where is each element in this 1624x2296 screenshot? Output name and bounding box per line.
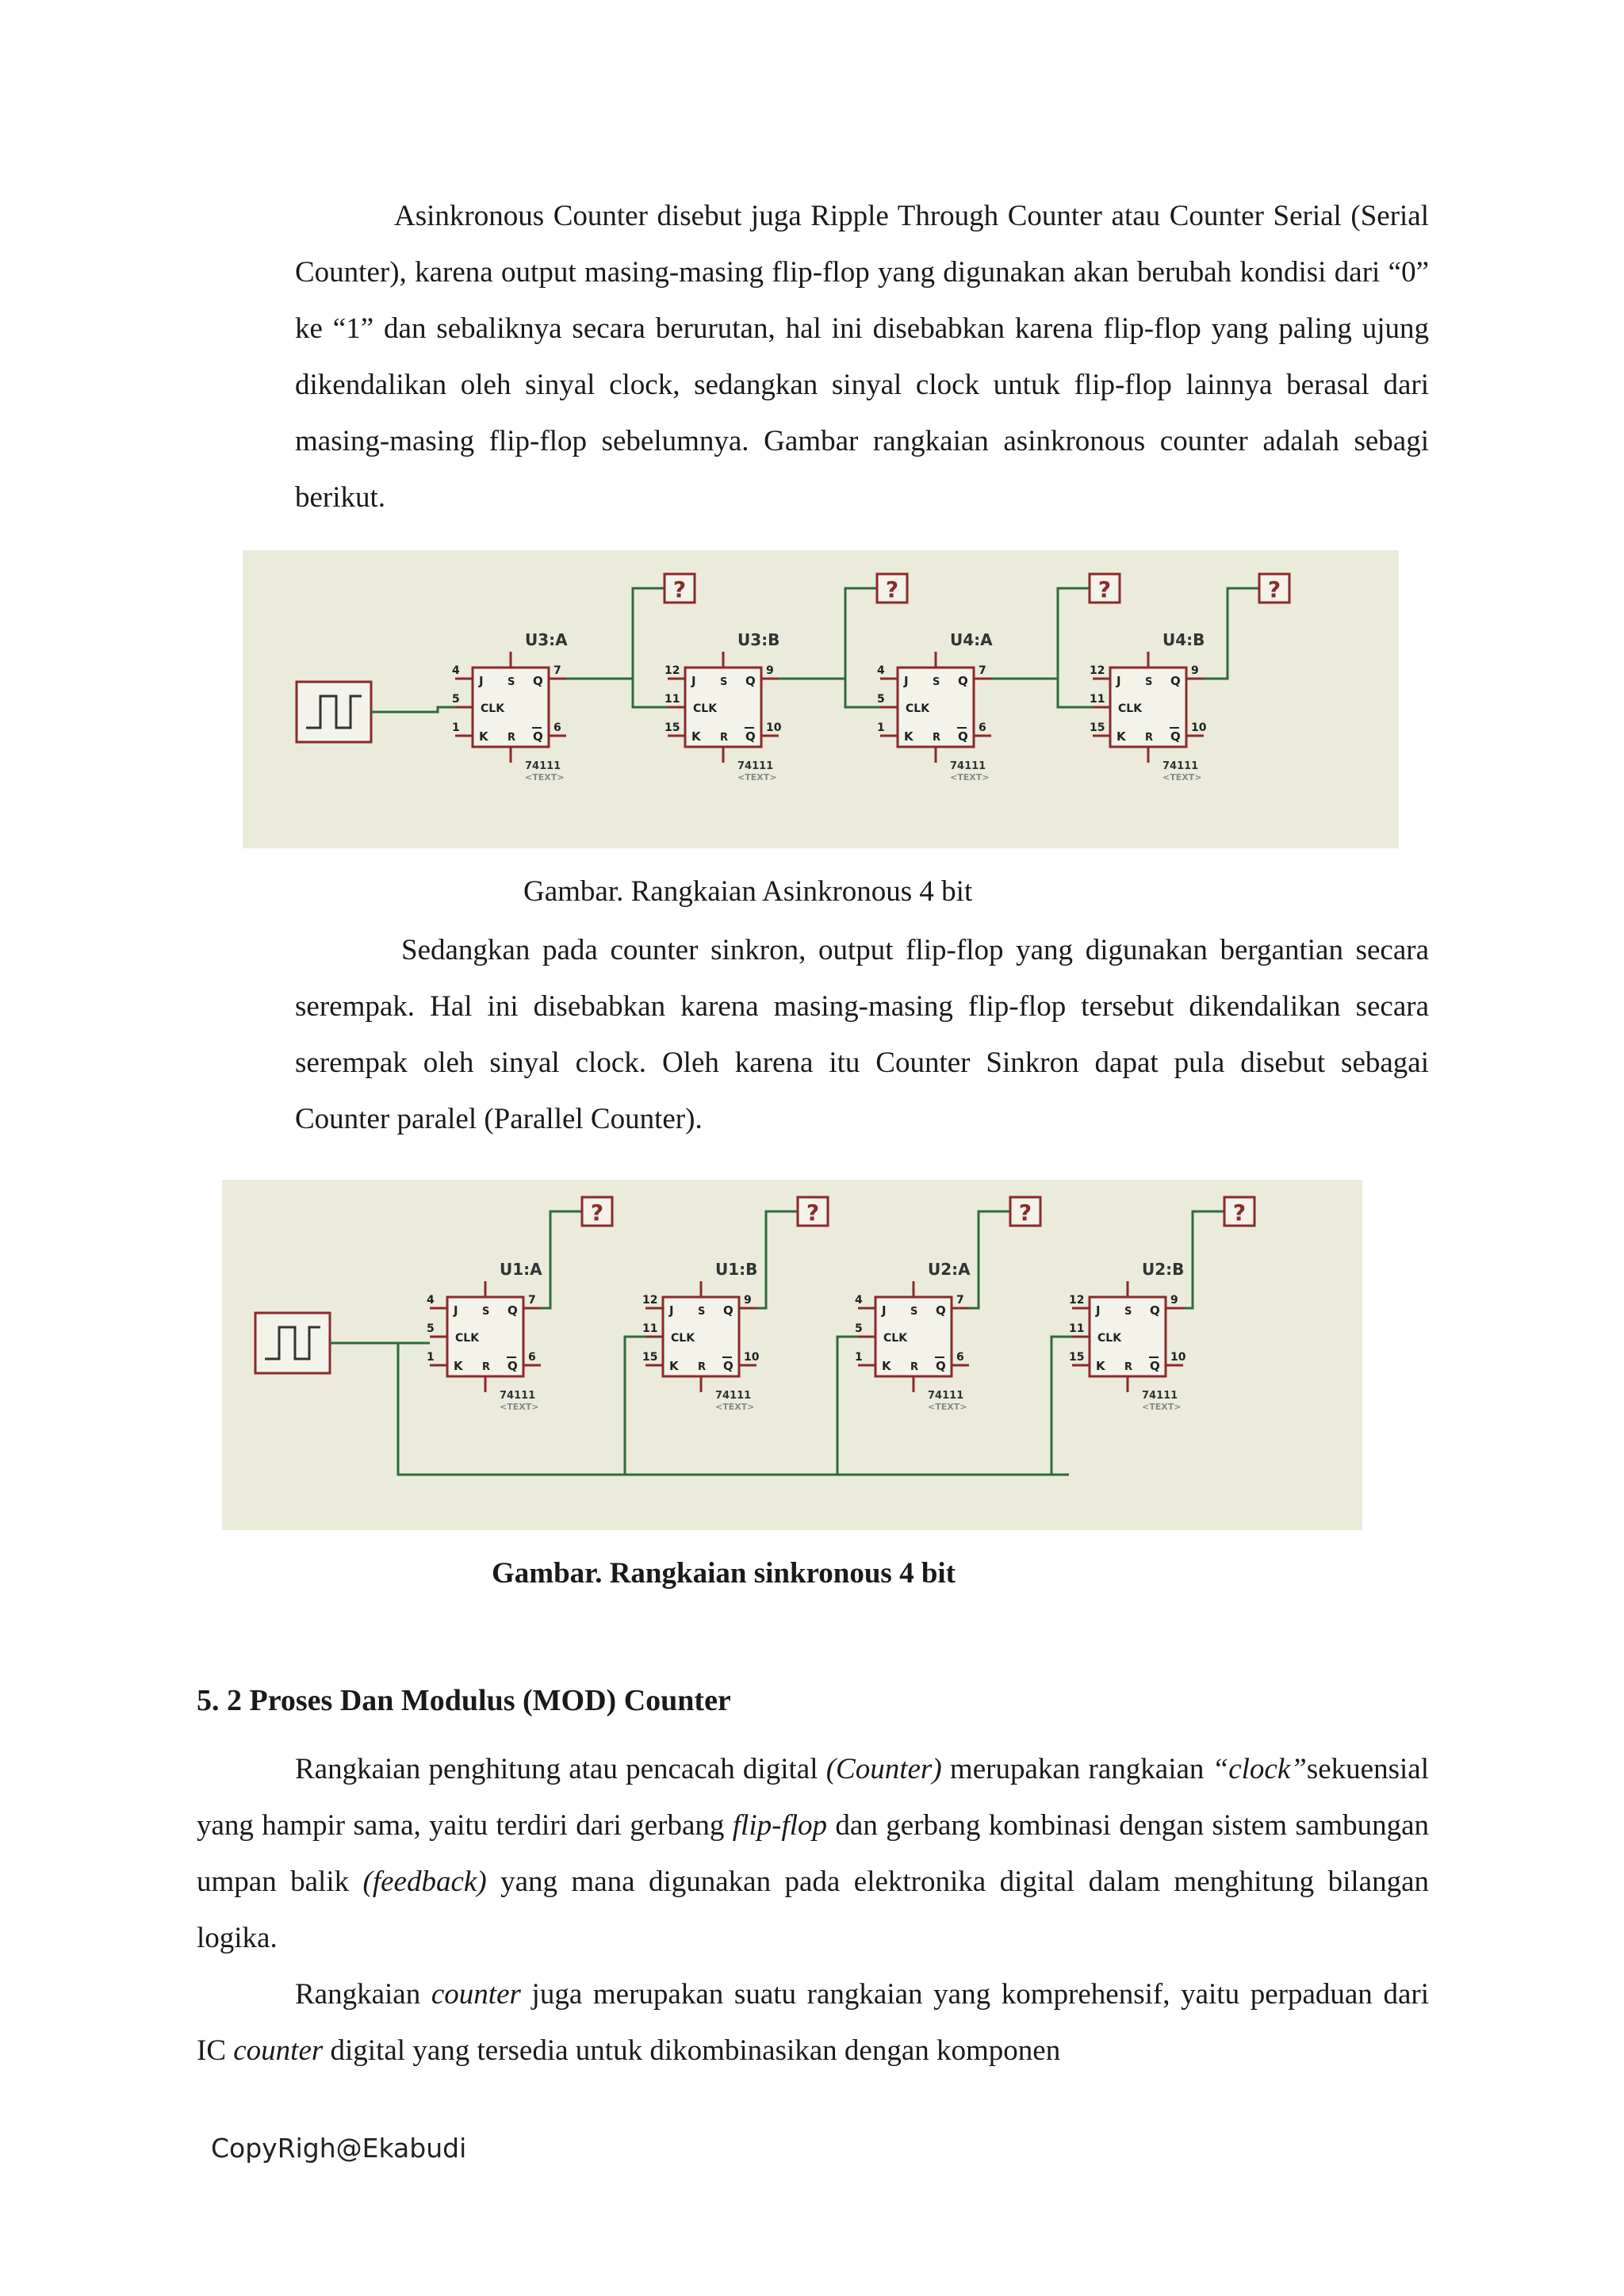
probe-question-mark: ?	[1097, 576, 1112, 603]
pin-number: 4	[855, 1294, 863, 1307]
wire	[566, 588, 665, 679]
flipflop-label-q: Q	[936, 1303, 946, 1318]
pin-number: 11	[1090, 693, 1105, 706]
flipflop-part-number: 74111	[1162, 760, 1199, 772]
paragraph-async-intro: Asinkronous Counter disebut juga Ripple Through Counter atau Counter Serial (Serial Counter), karena output masing-masing flip-flop yang digunakan akan berubah kondisi dari “0” ke “1” dan sebaliknya secara berurutan, hal ini disebabkan karena flip-flop yang paling ujung dikendalikan oleh sinyal clock, sedangkan sinyal clock untuk flip-flop lainnya berasal dari masing-masing flip-flop sebelumnya. Gambar rangkaian asinkronous counter adalah sebagi berikut.	[295, 200, 1429, 514]
flipflop-label-j: J	[479, 674, 484, 688]
flipflop-label-r: R	[508, 732, 516, 744]
pin-number: 9	[744, 1294, 752, 1307]
pin-number: 11	[642, 1322, 658, 1335]
caption-sync: Gambar. Rangkaian sinkronous 4 bit	[492, 1557, 956, 1590]
flipflop-label-clk: CLK	[1097, 1332, 1122, 1345]
flipflop-label-qn: Q	[533, 729, 543, 744]
flipflop-text-placeholder: <TEXT>	[1162, 772, 1202, 783]
flipflop-label-clk: CLK	[883, 1332, 908, 1345]
flipflop-label-s: S	[720, 676, 728, 688]
flipflop-label-q: Q	[533, 674, 543, 688]
flipflop-label-s: S	[698, 1306, 706, 1318]
pin-number: 5	[452, 693, 460, 706]
flipflop-label-k: K	[904, 729, 914, 744]
flipflop-label-clk: CLK	[906, 702, 930, 715]
wire	[779, 588, 877, 679]
pin-number: 10	[1170, 1351, 1186, 1364]
flipflop-reference: U4:A	[950, 630, 993, 649]
footer-copyright: CopyRigh@Ekabudi	[211, 2133, 467, 2164]
flipflop-part-number: 74111	[737, 760, 774, 772]
probe-question-mark: ?	[806, 1200, 820, 1226]
paragraph-counter-circuit	[197, 1966, 1429, 2079]
flipflop-label-k: K	[882, 1359, 891, 1373]
flipflop-label-qn: Q	[1170, 729, 1181, 744]
wire	[969, 1211, 1010, 1308]
flipflop-reference: U2:A	[928, 1260, 971, 1279]
flipflop-label-clk: CLK	[693, 702, 718, 715]
pin-number: 10	[766, 721, 782, 734]
flipflop-text-placeholder: <TEXT>	[715, 1402, 755, 1412]
flipflop-label-k: K	[454, 1359, 463, 1373]
flipflop-reference: U3:B	[737, 630, 780, 649]
flipflop-text-placeholder: <TEXT>	[525, 772, 565, 783]
pin-number: 1	[427, 1351, 435, 1364]
flipflop-part-number: 74111	[525, 760, 561, 772]
flipflop-label-j: J	[1096, 1303, 1101, 1318]
flipflop-label-j: J	[1116, 674, 1121, 688]
pin-number: 6	[956, 1351, 964, 1364]
wire	[845, 679, 880, 707]
text-run-italic: (Counter)	[825, 1753, 942, 1785]
pin-number: 12	[1069, 1294, 1085, 1307]
flipflop-label-clk: CLK	[455, 1332, 480, 1345]
flipflop-reference: U1:A	[500, 1260, 542, 1279]
pin-number: 4	[452, 664, 460, 677]
flipflop-label-q: Q	[745, 674, 756, 688]
flipflop-label-s: S	[482, 1306, 490, 1318]
text-run-italic: counter	[431, 1978, 521, 2011]
flipflop-label-s: S	[508, 676, 515, 688]
pin-number: 7	[979, 664, 986, 677]
pin-number: 9	[1170, 1294, 1178, 1307]
text-run: Rangkaian penghitung atau pencacah digital	[295, 1753, 826, 1785]
text-run: Rangkaian	[295, 1978, 431, 2011]
flipflop-label-j: J	[882, 1303, 887, 1318]
flipflop-label-r: R	[910, 1361, 919, 1373]
pin-number: 4	[877, 664, 885, 677]
section-heading: 5. 2 Proses Dan Modulus (MOD) Counter	[197, 1684, 731, 1717]
pin-number: 15	[1090, 721, 1105, 734]
text-run-italic: counter	[233, 2034, 324, 2067]
flipflop-label-s: S	[910, 1306, 918, 1318]
wire	[756, 1211, 798, 1308]
flipflop-text-placeholder: <TEXT>	[500, 1402, 539, 1412]
flipflop-label-r: R	[698, 1361, 707, 1373]
flipflop-part-number: 74111	[1142, 1390, 1178, 1402]
pin-number: 5	[427, 1322, 435, 1335]
paragraph-counter-definition	[197, 1741, 1429, 1966]
flipflop-label-s: S	[1145, 676, 1153, 688]
text-run: dan gerbang kombinasi dengan sistem sambungan umpan balik	[197, 1809, 1430, 1898]
paragraph-sync-intro: Sedangkan pada counter sinkron, output flip-flop yang digunakan bergantian secara serempak. Hal ini disebabkan karena masing-masing flip-flop tersebut dikendalikan secara serempak oleh sinyal clock. Oleh karena itu Counter Sinkron dapat pula disebut sebagai Counter paralel (Parallel Counter).	[295, 934, 1429, 1135]
pin-number: 15	[642, 1351, 658, 1364]
probe-question-mark: ?	[885, 576, 899, 603]
pin-number: 10	[744, 1351, 760, 1364]
flipflop-label-k: K	[669, 1359, 679, 1373]
flipflop-label-q: Q	[1150, 1303, 1160, 1318]
wire	[1183, 1211, 1224, 1308]
flipflop-label-q: Q	[958, 674, 968, 688]
text-run-italic: (feedback)	[362, 1866, 487, 1898]
wire	[1204, 588, 1259, 679]
flipflop-text-placeholder: <TEXT>	[737, 772, 777, 783]
wire	[991, 588, 1090, 679]
flipflop-label-r: R	[933, 732, 941, 744]
flipflop-label-r: R	[482, 1361, 491, 1373]
text-run: sekuensial yang hampir sama, yaitu terdiri dari gerbang	[197, 1753, 1429, 1842]
wire	[371, 707, 455, 712]
flipflop-label-qn: Q	[1150, 1359, 1160, 1373]
probe-question-mark: ?	[1232, 1200, 1247, 1226]
flipflop-label-j: J	[669, 1303, 674, 1318]
pin-number: 6	[979, 721, 986, 734]
pin-number: 12	[1090, 664, 1105, 677]
flipflop-label-q: Q	[508, 1303, 518, 1318]
flipflop-label-j: J	[691, 674, 696, 688]
flipflop-part-number: 74111	[715, 1390, 752, 1402]
flipflop-label-j: J	[904, 674, 909, 688]
pin-number: 5	[855, 1322, 863, 1335]
flipflop-label-j: J	[454, 1303, 458, 1318]
flipflop-label-s: S	[1124, 1306, 1132, 1318]
pin-number: 11	[665, 693, 680, 706]
probe-question-mark: ?	[1267, 576, 1281, 603]
flipflop-label-qn: Q	[723, 1359, 733, 1373]
flipflop-part-number: 74111	[928, 1390, 964, 1402]
pin-number: 6	[528, 1351, 536, 1364]
flipflop-text-placeholder: <TEXT>	[1142, 1402, 1182, 1412]
sync-counter-circuit	[222, 1180, 1362, 1530]
flipflop-label-q: Q	[1170, 674, 1181, 688]
flipflop-label-qn: Q	[958, 729, 968, 744]
pin-number: 1	[855, 1351, 863, 1364]
text-run: juga merupakan suatu rangkaian yang komprehensif, yaitu perpaduan dari IC	[197, 1978, 1429, 2067]
probe-question-mark: ?	[672, 576, 687, 603]
probe-question-mark: ?	[590, 1200, 604, 1226]
flipflop-label-clk: CLK	[481, 702, 505, 715]
flipflop-part-number: 74111	[500, 1390, 536, 1402]
pin-number: 12	[642, 1294, 658, 1307]
flipflop-label-k: K	[479, 729, 488, 744]
sync-circuit-svg	[222, 1180, 1362, 1530]
flipflop-reference: U2:B	[1142, 1260, 1185, 1279]
flipflop-part-number: 74111	[950, 760, 986, 772]
flipflop-reference: U4:B	[1162, 630, 1205, 649]
pin-number: 1	[452, 721, 460, 734]
text-run-italic: flip-flop	[732, 1809, 828, 1842]
flipflop-label-qn: Q	[508, 1359, 518, 1373]
wire	[541, 1211, 582, 1308]
caption-async: Gambar. Rangkaian Asinkronous 4 bit	[523, 875, 973, 908]
flipflop-label-r: R	[1124, 1361, 1133, 1373]
pin-number: 9	[766, 664, 774, 677]
wire	[1058, 679, 1093, 707]
wire	[633, 679, 668, 707]
flipflop-label-r: R	[720, 732, 729, 744]
flipflop-label-k: K	[1096, 1359, 1105, 1373]
flipflop-label-qn: Q	[936, 1359, 946, 1373]
pin-number: 11	[1069, 1322, 1085, 1335]
flipflop-label-clk: CLK	[671, 1332, 695, 1345]
pin-number: 7	[528, 1294, 536, 1307]
text-run: yang mana digunakan pada elektronika digital dalam menghitung bilangan logika.	[197, 1866, 1429, 1954]
clock-generator	[297, 682, 371, 742]
flipflop-reference: U3:A	[525, 630, 568, 649]
flipflop-label-s: S	[933, 676, 940, 688]
pin-number: 6	[553, 721, 561, 734]
async-circuit-svg	[243, 550, 1399, 848]
flipflop-text-placeholder: <TEXT>	[928, 1402, 967, 1412]
probe-question-mark: ?	[1018, 1200, 1032, 1226]
text-run: merupakan rangkaian	[941, 1753, 1212, 1785]
flipflop-label-clk: CLK	[1118, 702, 1143, 715]
flipflop-text-placeholder: <TEXT>	[950, 772, 990, 783]
pin-number: 15	[1069, 1351, 1085, 1364]
flipflop-label-k: K	[1116, 729, 1126, 744]
flipflop-label-k: K	[691, 729, 701, 744]
pin-number: 5	[877, 693, 885, 706]
pin-number: 4	[427, 1294, 435, 1307]
flipflop-label-q: Q	[723, 1303, 733, 1318]
flipflop-reference: U1:B	[715, 1260, 758, 1279]
flipflop-label-r: R	[1145, 732, 1154, 744]
text-run: digital yang tersedia untuk dikombinasikan dengan komponen	[323, 2034, 1061, 2067]
pin-number: 12	[665, 664, 680, 677]
pin-number: 1	[877, 721, 885, 734]
clock-generator	[255, 1313, 330, 1373]
text-run-italic: “clock”	[1212, 1753, 1307, 1785]
pin-number: 7	[956, 1294, 964, 1307]
pin-number: 10	[1191, 721, 1207, 734]
pin-number: 15	[665, 721, 680, 734]
async-counter-circuit	[243, 550, 1399, 848]
pin-number: 9	[1191, 664, 1199, 677]
flipflop-label-qn: Q	[745, 729, 756, 744]
pin-number: 7	[553, 664, 561, 677]
